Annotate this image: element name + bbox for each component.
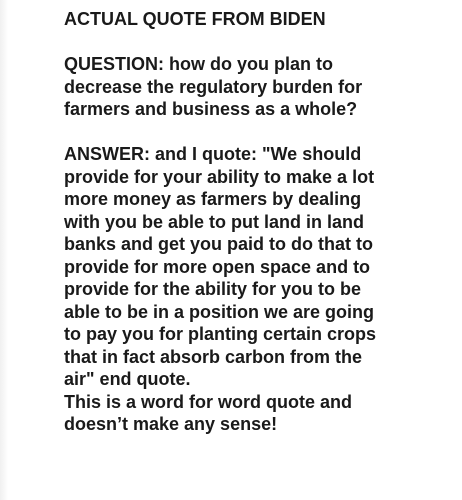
answer-line: to pay you for planting certain crops bbox=[64, 324, 377, 344]
answer-line: provide for the ability for you to be bbox=[64, 279, 362, 299]
paragraph-gap bbox=[64, 31, 456, 54]
answer-line: air" end quote. bbox=[64, 369, 191, 389]
paragraph-gap bbox=[64, 121, 456, 144]
quote-text-block bbox=[64, 8, 456, 436]
heading: ACTUAL QUOTE FROM BIDEN bbox=[64, 9, 326, 29]
answer-line: banks and get you paid to do that to bbox=[64, 234, 373, 254]
answer-line: that in fact absorb carbon from the bbox=[64, 346, 363, 367]
comment-line: This is a word for word quote and bbox=[64, 391, 353, 412]
answer-line: more money as farmers by dealing bbox=[64, 189, 362, 209]
question-line: decrease the regulatory burden for bbox=[64, 76, 363, 97]
question-line: QUESTION: how do you plan to bbox=[64, 54, 333, 74]
page-edge-shadow bbox=[0, 0, 8, 500]
answer-line: able to be in a position we are going bbox=[64, 301, 375, 322]
answer-line: ANSWER: and I quote: "We should bbox=[64, 144, 362, 164]
answer-line: with you be able to put land in land bbox=[64, 211, 364, 232]
answer-line: provide for more open space and to bbox=[64, 256, 371, 277]
question-line: farmers and business as a whole? bbox=[64, 99, 358, 119]
answer-line: provide for your ability to make a lot bbox=[64, 166, 375, 187]
comment-line: doesn’t make any sense! bbox=[64, 414, 278, 434]
